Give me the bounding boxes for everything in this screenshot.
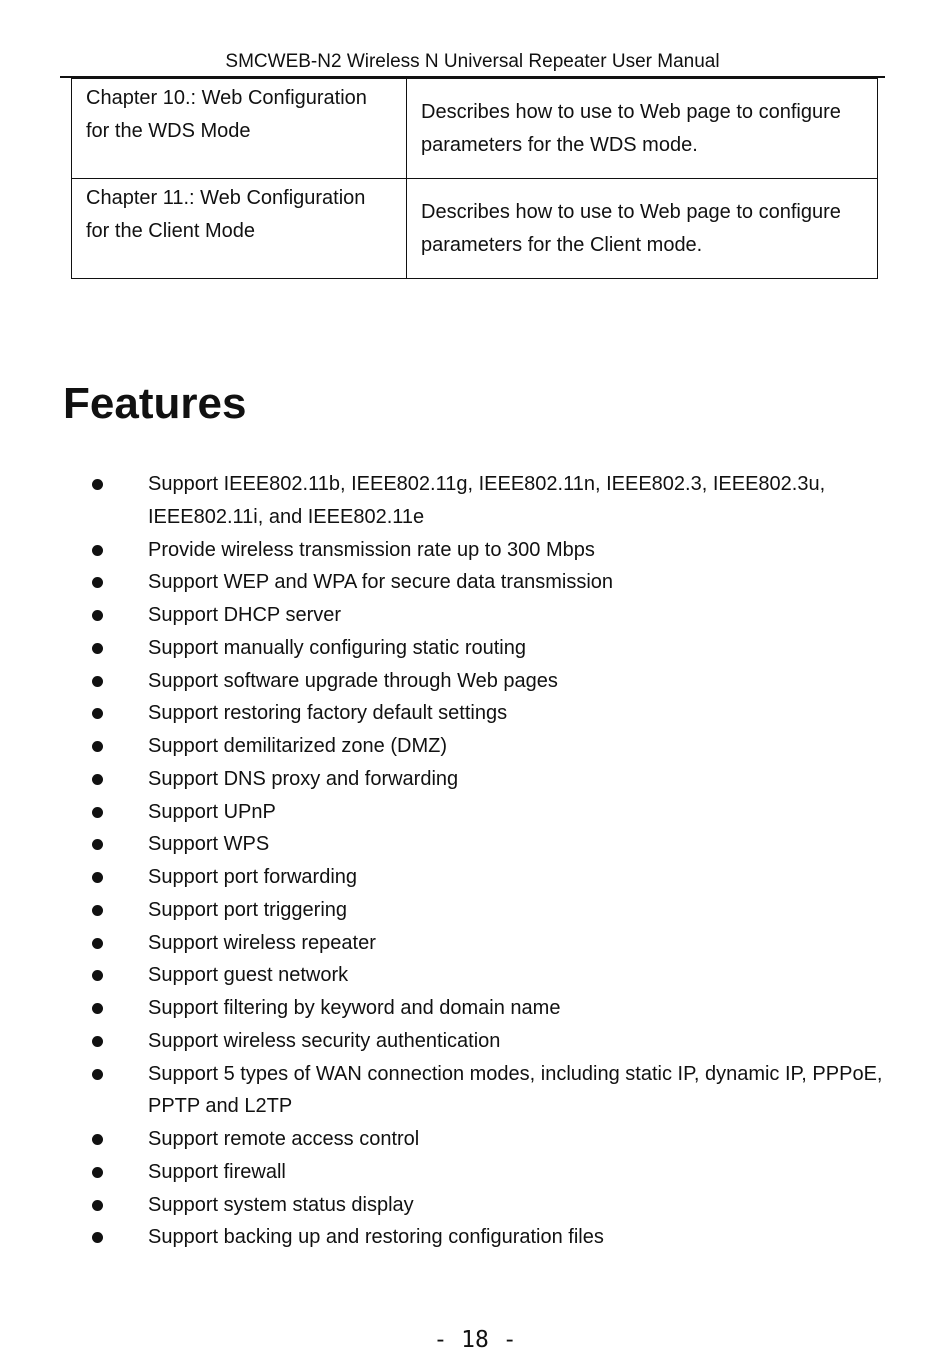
list-item (0, 927, 950, 960)
list-item (0, 828, 950, 861)
list-item (0, 632, 950, 665)
features-heading: Features (63, 379, 247, 428)
list-item (0, 697, 950, 730)
description-cell: Describes how to use to Web page to configure parameters for the WDS mode. (407, 79, 878, 179)
feature-text: Support DNS proxy and forwarding (148, 767, 459, 790)
feature-text: Support IEEE802.11b, IEEE802.11g, IEEE802.11n, IEEE802.3, IEEE802.3u, IEEE802.11i, and IEEE802.11e (148, 473, 826, 528)
list-item (0, 959, 950, 992)
chapter-cell: Chapter 10.: Web Configuration for the WDS Mode (72, 79, 407, 179)
bullet-icon (92, 872, 103, 883)
bullet-icon (92, 1003, 103, 1014)
list-item (0, 1156, 950, 1189)
bullet-icon (92, 807, 103, 818)
list-item (0, 894, 950, 927)
feature-text: Support guest network (148, 964, 349, 987)
feature-text: Support manually configuring static routing (148, 636, 526, 659)
list-item (0, 730, 950, 763)
bullet-icon (92, 676, 103, 687)
feature-text: Support WEP and WPA for secure data transmission (148, 571, 614, 594)
bullet-icon (92, 938, 103, 949)
bullet-icon (92, 905, 103, 916)
bullet-icon (92, 1069, 103, 1080)
list-item (0, 763, 950, 796)
bullet-icon (92, 643, 103, 654)
description-cell: Describes how to use to Web page to configure parameters for the Client mode. (407, 179, 878, 279)
list-item (0, 1123, 950, 1156)
list-item (0, 468, 950, 534)
bullet-icon (92, 610, 103, 621)
list-item (0, 861, 950, 894)
list-item (0, 796, 950, 829)
list-item (0, 1189, 950, 1222)
bullet-icon (92, 774, 103, 785)
feature-text: Support remote access control (148, 1128, 420, 1150)
chapter-cell: Chapter 11.: Web Configuration for the Client Mode (72, 179, 407, 279)
bullet-icon (92, 1200, 103, 1211)
table-row (72, 79, 878, 179)
bullet-icon (92, 708, 103, 719)
list-item (0, 992, 950, 1025)
feature-text: Support DHCP server (148, 604, 342, 626)
feature-text: Support demilitarized zone (DMZ) (148, 735, 447, 757)
bullet-icon (92, 839, 103, 850)
bullet-icon (92, 545, 103, 556)
feature-text: Support firewall (148, 1160, 286, 1183)
page-number: - 18 - (433, 1327, 517, 1353)
bullet-icon (92, 577, 103, 588)
feature-list (0, 468, 950, 1254)
bullet-icon (92, 479, 103, 490)
bullet-icon (92, 1134, 103, 1145)
feature-text: Provide wireless transmission rate up to 300 Mbps (148, 538, 595, 561)
bullet-icon (92, 1232, 103, 1243)
list-item (0, 566, 950, 599)
list-item (0, 534, 950, 567)
feature-text: Support 5 types of WAN connection modes, including static IP, dynamic IP, PPPoE, PPTP and L2TP (148, 1062, 883, 1118)
feature-text: Support UPnP (148, 800, 276, 823)
feature-text: Support backing up and restoring configuration files (148, 1226, 604, 1249)
list-item (0, 1221, 950, 1254)
chapter-table (71, 78, 878, 279)
feature-text: Support system status display (148, 1193, 414, 1216)
list-item (0, 665, 950, 698)
bullet-icon (92, 1167, 103, 1178)
bullet-icon (92, 970, 103, 981)
feature-text: Support wireless repeater (148, 931, 376, 954)
bullet-icon (92, 741, 103, 752)
feature-text: Support port forwarding (148, 866, 358, 888)
list-item (0, 599, 950, 632)
feature-text: Support filtering by keyword and domain name (148, 997, 561, 1019)
list-item (0, 1025, 950, 1058)
feature-text: Support restoring factory default settings (148, 702, 508, 725)
feature-text: Support port triggering (148, 898, 348, 921)
table-row (72, 179, 878, 279)
feature-text: Support software upgrade through Web pages (148, 669, 558, 692)
bullet-icon (92, 1036, 103, 1047)
feature-text: Support WPS (148, 833, 270, 856)
list-item (0, 1058, 950, 1124)
page-header: SMCWEB-N2 Wireless N Universal Repeater User Manual (225, 51, 720, 72)
feature-text: Support wireless security authentication (148, 1029, 501, 1052)
